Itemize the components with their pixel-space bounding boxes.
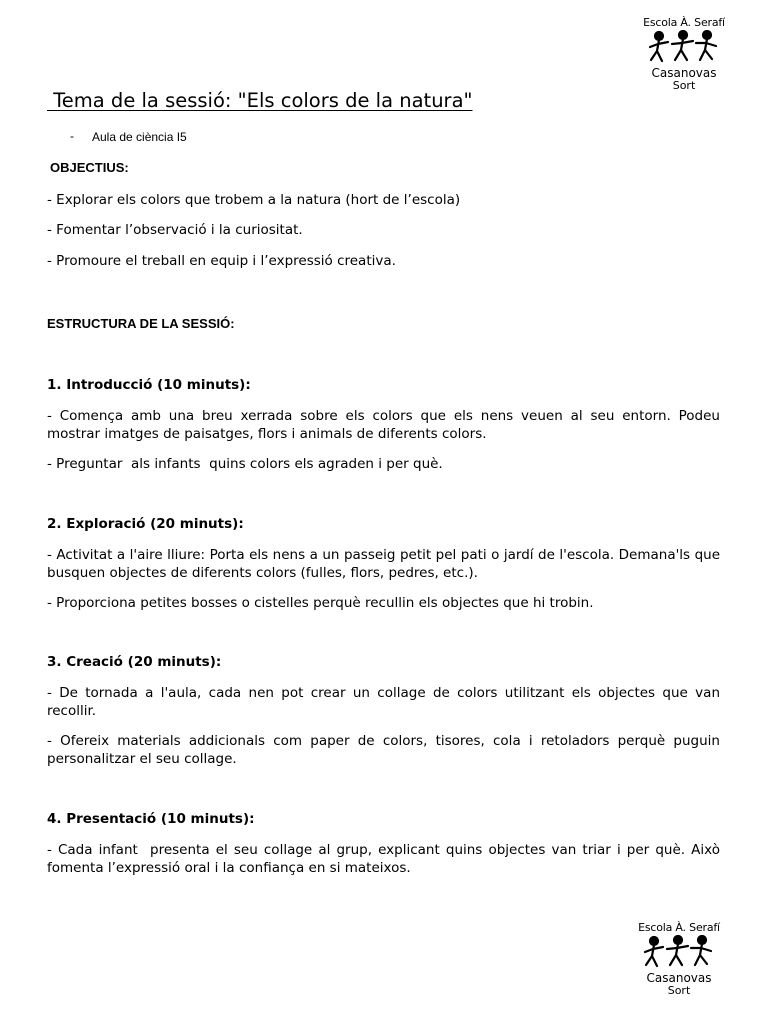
page-title: Tema de la sessió: "Els colors de la natura" [47, 89, 473, 112]
section-heading: 4. Presentació (10 minuts): [47, 811, 255, 827]
section-heading: 3. Creació (20 minuts): [47, 654, 222, 670]
section-paragraph: - Ofereix materials addicionals com paper de colors, tisores, cola i retoladors perquè puguin personalitzar el seu collage. [47, 733, 720, 767]
section-paragraph: - Activitat a l'aire lliure: Porta els nens a un passeig petit pel pati o jardí de l'escola. Demana'ls que busquen objectes de diferents colors (fulles, flors, pedres, etc.). [47, 547, 720, 581]
logo-town-text: Sort [672, 79, 696, 92]
objective-item: - Explorar els colors que trobem a la natura (hort de l’escola) [47, 192, 461, 208]
logo-school-text: Escola À. Serafí [643, 16, 725, 29]
section-paragraph: - Proporciona petites bosses o cistelles perquè recullin els objectes que hi trobin. [47, 595, 594, 611]
logo-school-text: Escola À. Serafí [638, 921, 720, 934]
logo-town-text: Sort [667, 984, 691, 997]
section-paragraph: - Preguntar als infants quins colors els agraden i per què. [47, 456, 443, 472]
objective-item: - Promoure el treball en equip i l’expressió creativa. [47, 253, 396, 269]
section-heading: 1. Introducció (10 minuts): [47, 377, 251, 393]
logo-name-text: Casanovas [651, 66, 717, 80]
section-paragraph: - Comença amb una breu xerrada sobre els colors que els nens veuen al seu entorn. Podeu mostrar imatges de paisatges, flors i animals de diferents colors. [47, 408, 720, 442]
section-paragraph: - De tornada a l'aula, cada nen pot crear un collage de colors utilitzant els objectes que van recollir. [47, 685, 720, 719]
section-paragraph: - Cada infant presenta el seu collage al grup, explicant quins objectes van triar i per què. Això fomenta l’expressió oral i la confiança en si mateixos. [47, 842, 725, 876]
school-logo-top [640, 16, 728, 91]
section-heading: 2. Exploració (20 minuts): [47, 516, 244, 532]
running-children-icon [645, 30, 723, 66]
logo-name-text: Casanovas [646, 971, 712, 985]
subtitle-text: Aula de ciència I5 [92, 130, 187, 144]
school-logo-bottom [634, 921, 724, 996]
structure-heading: ESTRUCTURA DE LA SESSIÓ: [47, 316, 235, 331]
subtitle-bullet: - [70, 129, 74, 143]
objectives-heading: OBJECTIUS: [50, 160, 129, 175]
objective-item: - Fomentar l’observació i la curiositat. [47, 222, 303, 238]
running-children-icon [639, 935, 719, 971]
